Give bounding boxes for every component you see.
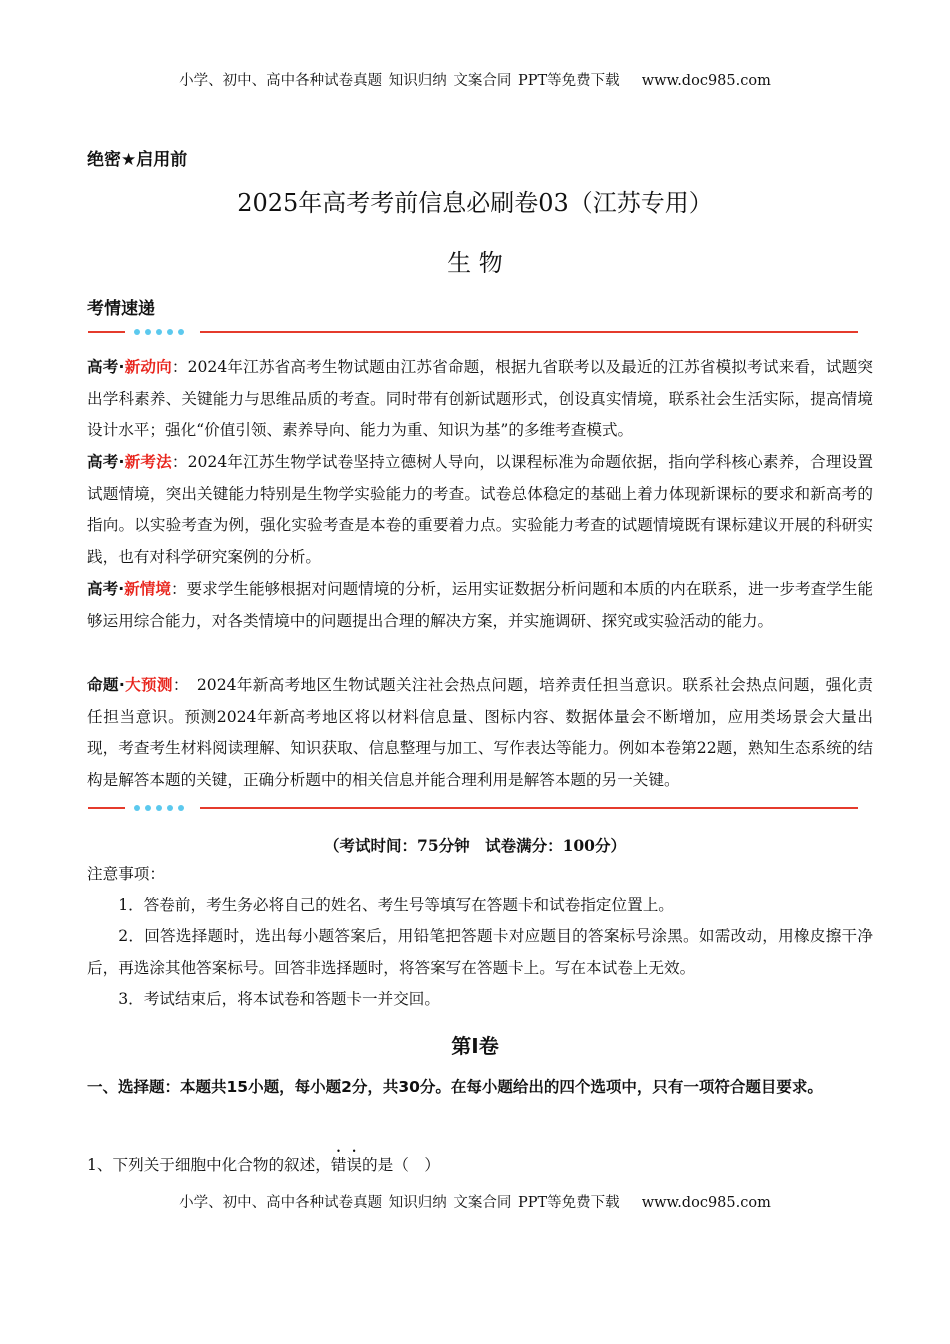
footer-text: 小学、初中、高中各种试卷真题 知识归纳 文案合同 PPT等免费下载 bbox=[179, 1195, 620, 1211]
footer-url[interactable]: www.doc985.com bbox=[641, 1195, 771, 1211]
page-header bbox=[0, 69, 950, 90]
secret-label: 绝密★启用前 bbox=[87, 150, 188, 170]
page-footer bbox=[0, 1191, 950, 1212]
paragraph-new-context: 高考·新情境：要求学生能够根据对问题情境的分析，运用实证数据分析问题和本质的内在联系，进一步考查学生能够运用综合能力，对各类情境中的问题提出合理的解决方案，并实施调研、探究或实验活动的能力。 bbox=[87, 580, 873, 630]
section-heading: 考情速递 bbox=[87, 299, 155, 319]
header-text: 小学、初中、高中各种试卷真题 知识归纳 文案合同 PPT等免费下载 bbox=[179, 73, 620, 89]
part-title: 第Ⅰ卷 bbox=[451, 1034, 499, 1058]
notice-item: 2．回答选择题时，选出每小题答案后，用铅笔把答题卡对应题目的答案标号涂黑。如需改动，用橡皮擦干净后，再选涂其他答案标号。回答非选择题时，将答案写在答题卡上。写在本试卷上无效。 bbox=[87, 927, 873, 977]
page-title: 2025年高考考前信息必刷卷03（江苏专用） bbox=[237, 189, 713, 217]
question-1: 1、下列关于细胞中化合物的叙述，错误的是（ ） bbox=[87, 1156, 441, 1174]
notice-title: 注意事项： bbox=[87, 865, 165, 883]
section-one-instructions: 一、选择题：本题共15小题，每小题2分，共30分。在每小题给出的四个选项中，只有一项符合题目要求。 bbox=[87, 1078, 823, 1096]
paragraph-new-method: 高考·新考法：2024年江苏生物学试卷坚持立德树人导向，以课程标准为命题依据，指向学科核心素养，合理设置试题情境，突出关键能力特别是生物学实验能力的考查。试卷总体稳定的基础上着力体现新课标的要求和新高考的指向。以实验考查为例，强化实验考查是本卷的重要着力点。实验能力考查的试题情境既有课标建议开展的科研实践，也有对科学研究案例的分析。 bbox=[87, 453, 873, 566]
notice-item: 3．考试结束后，将本试卷和答题卡一并交回。 bbox=[118, 990, 440, 1008]
divider bbox=[88, 327, 858, 337]
paragraph-prediction: 命题·大预测： 2024年新高考地区生物试题关注社会热点问题，培养责任担当意识。联系社会热点问题，强化责任担当意识。预测2024年新高考地区将以材料信息量、图标内容、数据体量会不断增加，应用类场景会大量出现，考查考生材料阅读理解、知识获取、信息整理与加工、写作表达等能力。例如本卷第22题，熟知生态系统的结构是解答本题的关键，正确分析题中的相关信息并能合理利用是解答本题的另一关键。 bbox=[87, 676, 873, 789]
subject-title: 生 物 bbox=[447, 249, 503, 277]
divider bbox=[88, 803, 858, 813]
notice-item: 1．答卷前，考生务必将自己的姓名、考生号等填写在答题卡和试卷指定位置上。 bbox=[118, 896, 674, 914]
paragraph-new-trend: 高考·新动向：2024年江苏省高考生物试题由江苏省命题，根据九省联考以及最近的江苏省模拟考试来看，试题突出学科素养、关键能力与思维品质的考查。同时带有创新试题形式，创设真实情境，联系社会生活实际，提高情境设计水平；强化“价值引领、素养导向、能力为重、知识为基”的多维考查模式。 bbox=[87, 358, 873, 440]
exam-info: （考试时间：75分钟 试卷满分：100分） bbox=[324, 836, 626, 855]
header-url[interactable]: www.doc985.com bbox=[641, 73, 771, 89]
